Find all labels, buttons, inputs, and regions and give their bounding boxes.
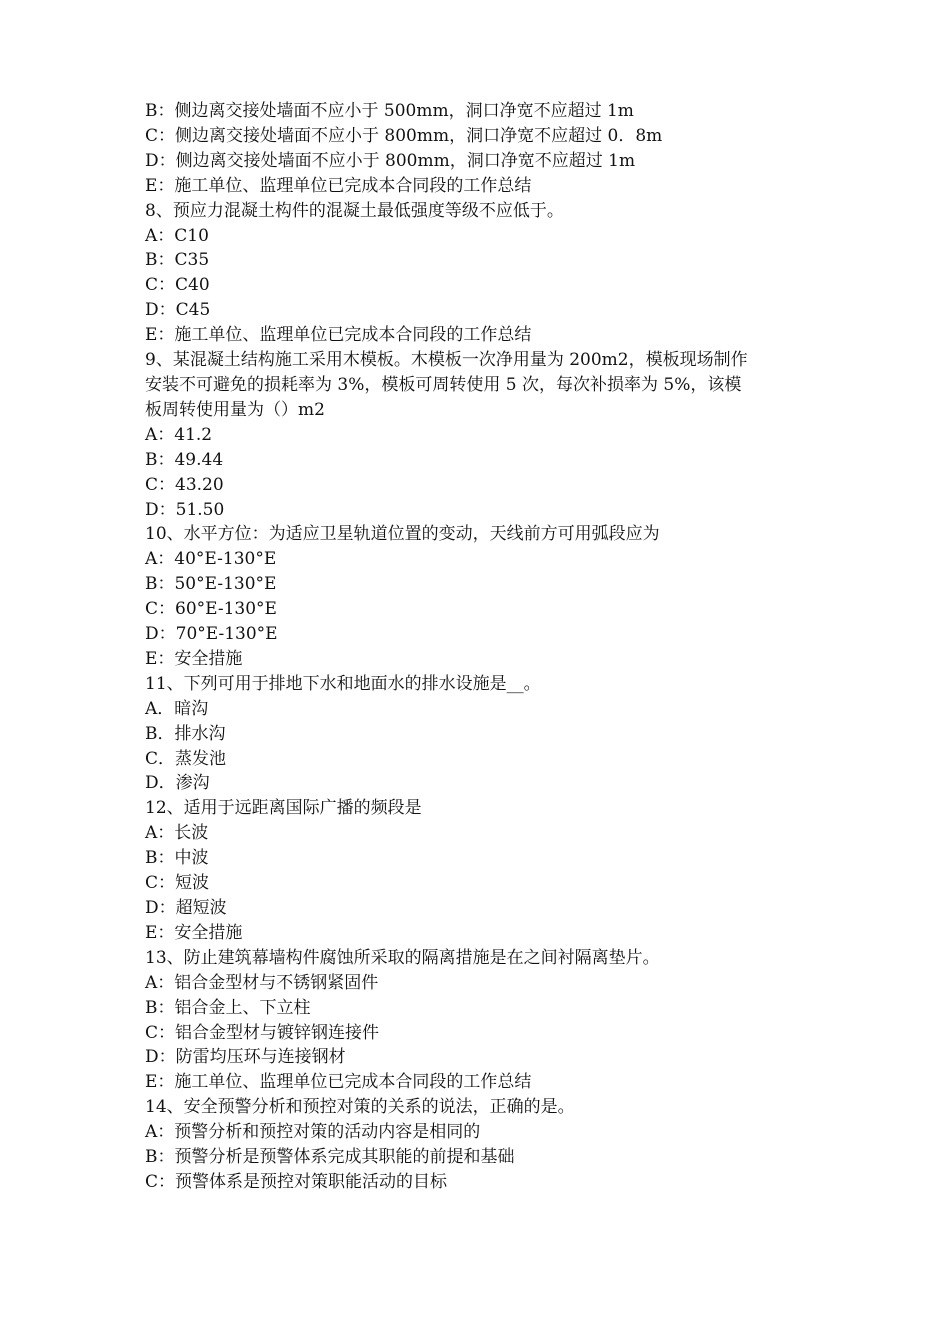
- text-line: D：51.50: [145, 499, 225, 520]
- text-line: A．暗沟: [145, 698, 209, 719]
- text-line: C：预警体系是预控对策职能活动的目标: [145, 1171, 448, 1192]
- text-line: E：施工单位、监理单位已完成本合同段的工作总结: [145, 1072, 532, 1093]
- document-body: [145, 99, 813, 1195]
- question-line: 安装不可避免的损耗率为 3%，模板可周转使用 5 次，每次补损率为 5%，该模: [145, 374, 742, 395]
- text-line: B：预警分析是预警体系完成其职能的前提和基础: [145, 1147, 515, 1168]
- question-line: 14、安全预警分析和预控对策的关系的说法，正确的是。: [145, 1097, 575, 1118]
- question-line: 板周转使用量为（）m2: [145, 399, 325, 420]
- question-line: 9、某混凝土结构施工采用木模板。木模板一次净用量为 200m2，模板现场制作: [145, 350, 748, 371]
- text-line: A：41.2: [145, 424, 213, 445]
- text-line: C：60°E-130°E: [145, 599, 277, 620]
- text-line: A：预警分析和预控对策的活动内容是相同的: [145, 1122, 481, 1143]
- text-line: A：C10: [145, 225, 209, 246]
- text-line: B．排水沟: [145, 723, 226, 744]
- text-line: C：短波: [145, 873, 210, 894]
- text-line: D：70°E-130°E: [145, 624, 278, 645]
- text-line: C：铝合金型材与镀锌钢连接件: [145, 1022, 380, 1043]
- question-line: 8、预应力混凝土构件的混凝土最低强度等级不应低于。: [145, 200, 564, 221]
- text-line: C：侧边离交接处墙面不应小于 800mm，洞口净宽不应超过 0．8m: [145, 125, 663, 146]
- text-line: D：侧边离交接处墙面不应小于 800mm，洞口净宽不应超过 1m: [145, 150, 636, 171]
- text-line: C．蒸发池: [145, 748, 227, 769]
- text-line: D：防雷均压环与连接钢材: [145, 1047, 346, 1068]
- text-line: C：43.20: [145, 474, 224, 495]
- text-line: B：中波: [145, 848, 209, 869]
- text-line: B：49.44: [145, 449, 224, 470]
- text-line: A：铝合金型材与不锈钢紧固件: [145, 972, 379, 993]
- text-line: D：C45: [145, 300, 211, 321]
- question-line: 12、适用于远距离国际广播的频段是: [145, 798, 422, 819]
- text-line: B：侧边离交接处墙面不应小于 500mm，洞口净宽不应超过 1m: [145, 101, 634, 121]
- text-line: A：40°E-130°E: [145, 549, 277, 570]
- text-line: B：50°E-130°E: [145, 574, 277, 595]
- text-line: D：超短波: [145, 898, 227, 918]
- text-line: E：施工单位、监理单位已完成本合同段的工作总结: [145, 325, 532, 346]
- text-line: E：安全措施: [145, 922, 243, 943]
- question-line: 11、下列可用于排地下水和地面水的排水设施是__。: [145, 673, 541, 694]
- question-line: 10、水平方位：为适应卫星轨道位置的变动，天线前方可用弧段应为: [145, 524, 660, 545]
- text-line: B：铝合金上、下立柱: [145, 997, 311, 1018]
- text-line: C：C40: [145, 275, 210, 296]
- text-line: D．渗沟: [145, 773, 210, 794]
- text-line: E：施工单位、监理单位已完成本合同段的工作总结: [145, 175, 532, 196]
- text-line: E：安全措施: [145, 648, 243, 669]
- text-line: A：长波: [145, 823, 209, 844]
- text-line: B：C35: [145, 250, 210, 271]
- question-line: 13、防止建筑幕墙构件腐蚀所采取的隔离措施是在之间衬隔离垫片。: [145, 947, 660, 968]
